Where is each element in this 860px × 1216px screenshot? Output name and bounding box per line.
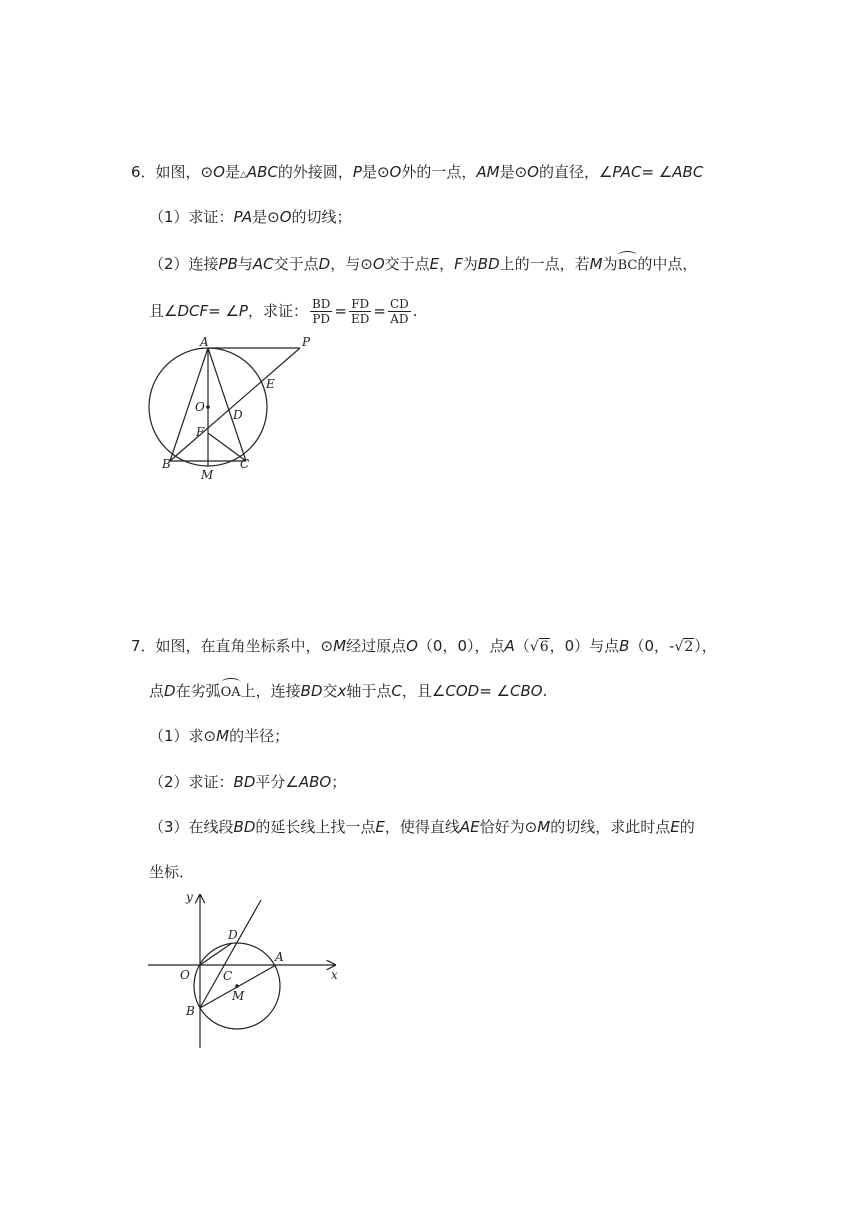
text: （0，- xyxy=(629,637,675,655)
var-D: D xyxy=(318,255,331,273)
text: 与 xyxy=(237,255,253,273)
var-AE: AE xyxy=(459,818,480,836)
text: ； xyxy=(331,773,347,791)
label-B: B xyxy=(162,457,171,471)
text: 为 xyxy=(462,255,478,273)
text: ，且∠ xyxy=(401,682,446,700)
text: = ∠ xyxy=(208,302,239,320)
var-O: O xyxy=(527,163,539,181)
text: 是⊙ xyxy=(252,208,280,226)
label-y: y xyxy=(186,890,193,904)
fraction-BD-PD xyxy=(310,297,332,326)
var-PB: PB xyxy=(218,255,238,273)
text: = ∠ xyxy=(479,682,510,700)
label-M: M xyxy=(232,989,245,1003)
label-D: D xyxy=(228,928,238,942)
center-dot xyxy=(235,984,239,988)
sqrt-6: √6 xyxy=(529,639,549,655)
text: 是⊙ xyxy=(361,163,390,181)
text: 如图，在直角坐标系中，⊙ xyxy=(155,637,334,655)
text: 交于点 xyxy=(384,255,430,273)
var-CBO: CBO xyxy=(510,682,543,700)
var-B: B xyxy=(619,637,630,655)
segment-OD xyxy=(200,943,232,965)
text: 如图，⊙ xyxy=(155,163,214,181)
label-C: C xyxy=(240,457,250,471)
var-ABC: ABC xyxy=(672,163,704,181)
numerator: FD xyxy=(349,297,371,312)
var-F: F xyxy=(454,255,463,273)
text: （0，0），点 xyxy=(417,637,505,655)
q6-part2 xyxy=(149,253,697,276)
text: 上的一点，若 xyxy=(499,255,590,273)
q6-stem xyxy=(131,162,703,185)
text: 且∠ xyxy=(149,302,178,320)
text: . xyxy=(542,682,548,700)
label-M: M xyxy=(201,468,214,482)
var-A: A xyxy=(504,637,515,655)
var-P: P xyxy=(238,302,248,320)
var-PA: PA xyxy=(233,208,253,226)
var-COD: COD xyxy=(445,682,480,700)
var-E: E xyxy=(375,818,385,836)
var-P: P xyxy=(352,163,362,181)
fraction-FD-ED xyxy=(349,297,371,326)
label-O: O xyxy=(195,400,205,414)
part-label: （1）求⊙ xyxy=(149,727,217,745)
text: ，求证： xyxy=(247,302,308,320)
label-O: O xyxy=(180,968,190,982)
arc-BC: BC xyxy=(618,253,638,276)
text: ， xyxy=(439,255,455,273)
q7-part1 xyxy=(149,726,289,746)
segment-AC xyxy=(208,348,246,461)
label-C: C xyxy=(223,969,233,983)
text: ，使得直线 xyxy=(384,818,460,836)
q6-part2-cont xyxy=(149,294,418,328)
text: 恰好为⊙ xyxy=(479,818,538,836)
q7-part3 xyxy=(149,817,695,837)
q7-stem xyxy=(131,636,717,657)
text: 的 xyxy=(679,818,695,836)
var-O: O xyxy=(372,255,385,273)
denominator: PD xyxy=(312,312,331,326)
text: 的外接圆， xyxy=(277,163,353,181)
text: 上，连接 xyxy=(240,682,301,700)
equals: = xyxy=(373,302,386,320)
var-ABC: ABC xyxy=(246,163,278,181)
part-label: （2）求证： xyxy=(149,773,234,791)
var-BD: BD xyxy=(477,255,500,273)
var-AC: AC xyxy=(252,255,274,273)
text: 的直径，∠ xyxy=(538,163,613,181)
label-D: D xyxy=(233,408,243,422)
q7-part3-cont xyxy=(149,862,194,882)
var-ABO: ABO xyxy=(298,773,332,791)
q6-part1 xyxy=(149,207,352,227)
q7-stem-line2 xyxy=(149,680,547,703)
question-number: 6． xyxy=(131,163,156,181)
var-O: O xyxy=(389,163,402,181)
text: 的切线； xyxy=(291,208,352,226)
text: 的中点， xyxy=(637,255,698,273)
text: 交 xyxy=(322,682,338,700)
text: 是 xyxy=(224,163,240,181)
label-A: A xyxy=(200,335,209,349)
text: 是⊙ xyxy=(499,163,528,181)
text: 的切线，求此时点 xyxy=(550,818,671,836)
label-P: P xyxy=(302,335,311,349)
text: 为 xyxy=(602,255,618,273)
var-D: D xyxy=(164,682,176,700)
denominator: AD xyxy=(390,312,409,326)
center-dot xyxy=(206,405,210,409)
fraction-CD-AD xyxy=(388,297,411,326)
q7-part2 xyxy=(149,772,346,792)
question-number: 7． xyxy=(131,637,156,655)
text: 的延长线上找一点 xyxy=(255,818,376,836)
label-E: E xyxy=(266,377,275,391)
text: 在劣弧 xyxy=(175,682,221,700)
var-O: O xyxy=(279,208,292,226)
text: = ∠ xyxy=(641,163,673,181)
sqrt-2: √2 xyxy=(674,639,694,655)
triangle-symbol: △ xyxy=(239,170,247,180)
text: 经过原点 xyxy=(346,637,407,655)
var-BD: BD xyxy=(233,818,256,836)
var-M: M xyxy=(537,818,551,836)
radicand: 2 xyxy=(684,639,694,655)
part-label: （3）在线段 xyxy=(149,818,234,836)
var-AM: AM xyxy=(476,163,500,181)
label-B: B xyxy=(186,1004,195,1018)
var-x: x xyxy=(337,682,347,700)
numerator: BD xyxy=(311,297,331,311)
var-O: O xyxy=(406,637,418,655)
text: ）， xyxy=(694,637,717,655)
part-label: （1）求证： xyxy=(149,208,234,226)
text: 轴于点 xyxy=(346,682,392,700)
label-x: x xyxy=(331,968,338,982)
var-O: O xyxy=(213,163,225,181)
text: 交于点 xyxy=(273,255,319,273)
var-E: E xyxy=(429,255,440,273)
period: . xyxy=(412,302,418,320)
label-F: F xyxy=(196,425,205,439)
var-BD: BD xyxy=(233,773,256,791)
var-M: M xyxy=(216,727,230,745)
q6-figure xyxy=(140,330,340,490)
var-M: M xyxy=(333,637,347,655)
text: ，与⊙ xyxy=(330,255,373,273)
var-M: M xyxy=(589,255,603,273)
var-C: C xyxy=(391,682,402,700)
var-BD: BD xyxy=(300,682,323,700)
text: 点 xyxy=(149,682,165,700)
var-PAC: PAC xyxy=(612,163,642,181)
text: 外的一点， xyxy=(401,163,477,181)
numerator: CD xyxy=(389,297,409,311)
text: （ xyxy=(514,637,530,655)
text: 的半径； xyxy=(229,727,290,745)
text: 坐标． xyxy=(149,863,195,881)
equals: = xyxy=(334,302,347,320)
text: 平分∠ xyxy=(255,773,299,791)
arc-OA: OA xyxy=(221,680,241,703)
text: ，0）与点 xyxy=(549,637,620,655)
denominator: ED xyxy=(351,312,370,326)
part-label: （2）连接 xyxy=(149,255,219,273)
q7-figure xyxy=(140,885,360,1055)
label-A: A xyxy=(275,950,284,964)
var-E: E xyxy=(670,818,680,836)
var-DCF: DCF xyxy=(177,302,209,320)
radicand: 6 xyxy=(539,639,549,655)
